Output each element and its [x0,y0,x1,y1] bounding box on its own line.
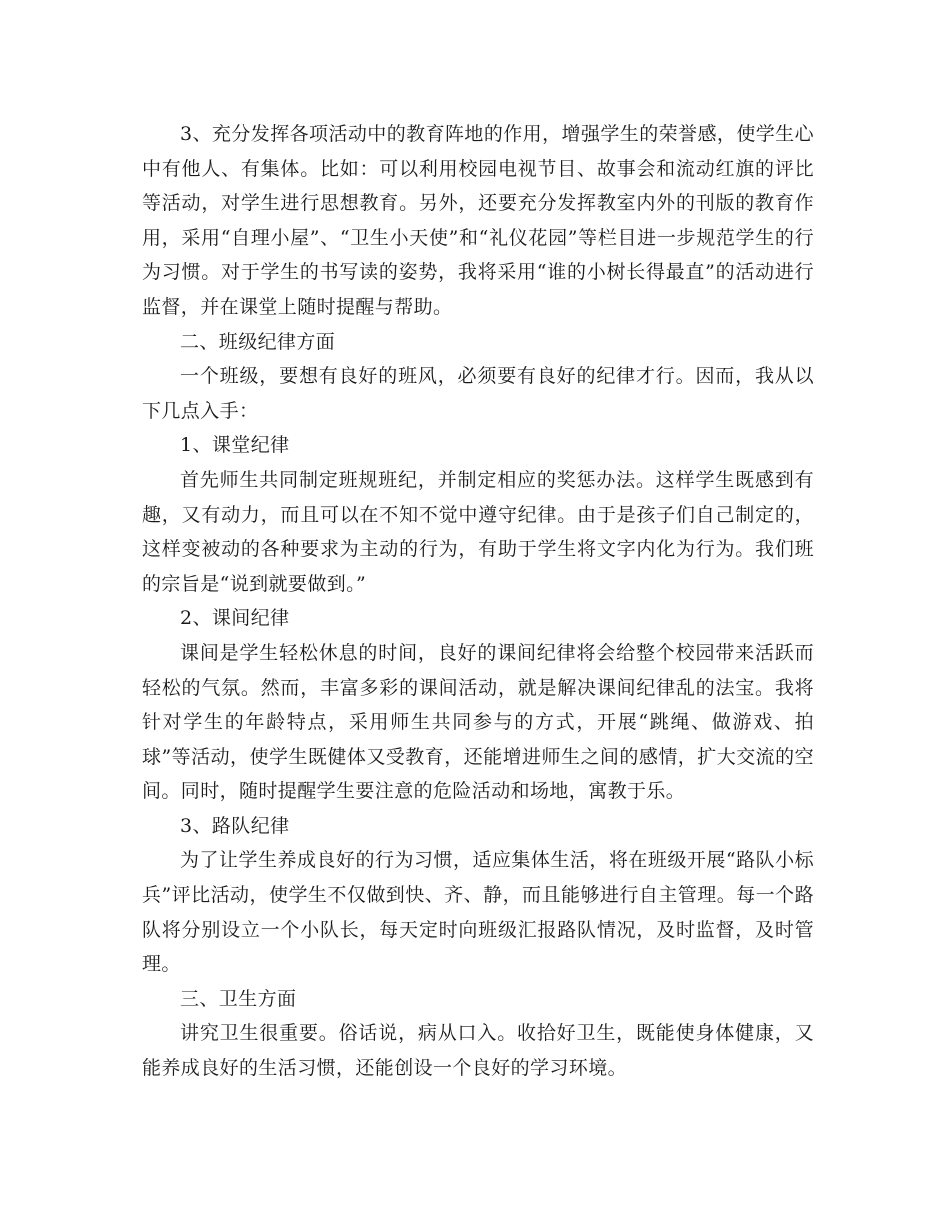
paragraph-hygiene: 讲究卫生很重要。俗话说，病从口入。收拾好卫生，既能使身体健康，又能养成良好的生活习惯，还能创设一个良好的学习环境。 [142,1022,814,1080]
paragraph-classroom-discipline: 首先师生共同制定班规班纪，并制定相应的奖惩办法。这样学生既感到有趣，又有动力，而且可以在不知不觉中遵守纪律。由于是孩子们自己制定的，这样变被动的各种要求为主动的行为，有助于学生将文字内化为行为。我们班的宗旨是“说到就要做到。” [142,468,814,595]
heading-class-discipline: 二、班级纪律方面 [180,330,336,353]
paragraph-break-discipline: 课间是学生轻松休息的时间，良好的课间纪律将会给整个校园带来活跃而轻松的气氛。然而，丰富多彩的课间活动，就是解决课间纪律乱的法宝。我将针对学生的年龄特点，采用师生共同参与的方式，开展“跳绳、做游戏、拍球”等活动，使学生既健体又受教育，还能增进师生之间的感情，扩大交流的空间。同时，随时提醒学生要注意的危险活动和场地，寓教于乐。 [142,641,814,803]
subheading-classroom-discipline: 1、课堂纪律 [180,434,290,457]
paragraph-line-discipline: 为了让学生养成良好的行为习惯，适应集体生活，将在班级开展“路队小标兵”评比活动，使学生不仅做到快、齐、静，而且能够进行自主管理。每一个路队将分别设立一个小队长，每天定时向班级汇报路队情况，及时监督，及时管理。 [142,849,814,976]
subheading-line-discipline: 3、路队纪律 [180,814,290,837]
heading-hygiene: 三、卫生方面 [180,987,297,1010]
document-body [142,117,814,1086]
subheading-break-discipline: 2、课间纪律 [180,607,290,630]
paragraph-activities-education: 3、充分发挥各项活动中的教育阵地的作用，增强学生的荣誉感，使学生心中有他人、有集体。比如：可以利用校园电视节目、故事会和流动红旗的评比等活动，对学生进行思想教育。另外，还要充分发挥教室内外的刊版的教育作用，采用“自理小屋”、“卫生小天使”和“礼仪花园”等栏目进一步规范学生的行为习惯。对于学生的书写读的姿势，我将采用“谁的小树长得最直”的活动进行监督，并在课堂上随时提醒与帮助。 [142,123,814,318]
paragraph-discipline-intro: 一个班级，要想有良好的班风，必须要有良好的纪律才行。因而，我从以下几点入手： [142,365,814,422]
